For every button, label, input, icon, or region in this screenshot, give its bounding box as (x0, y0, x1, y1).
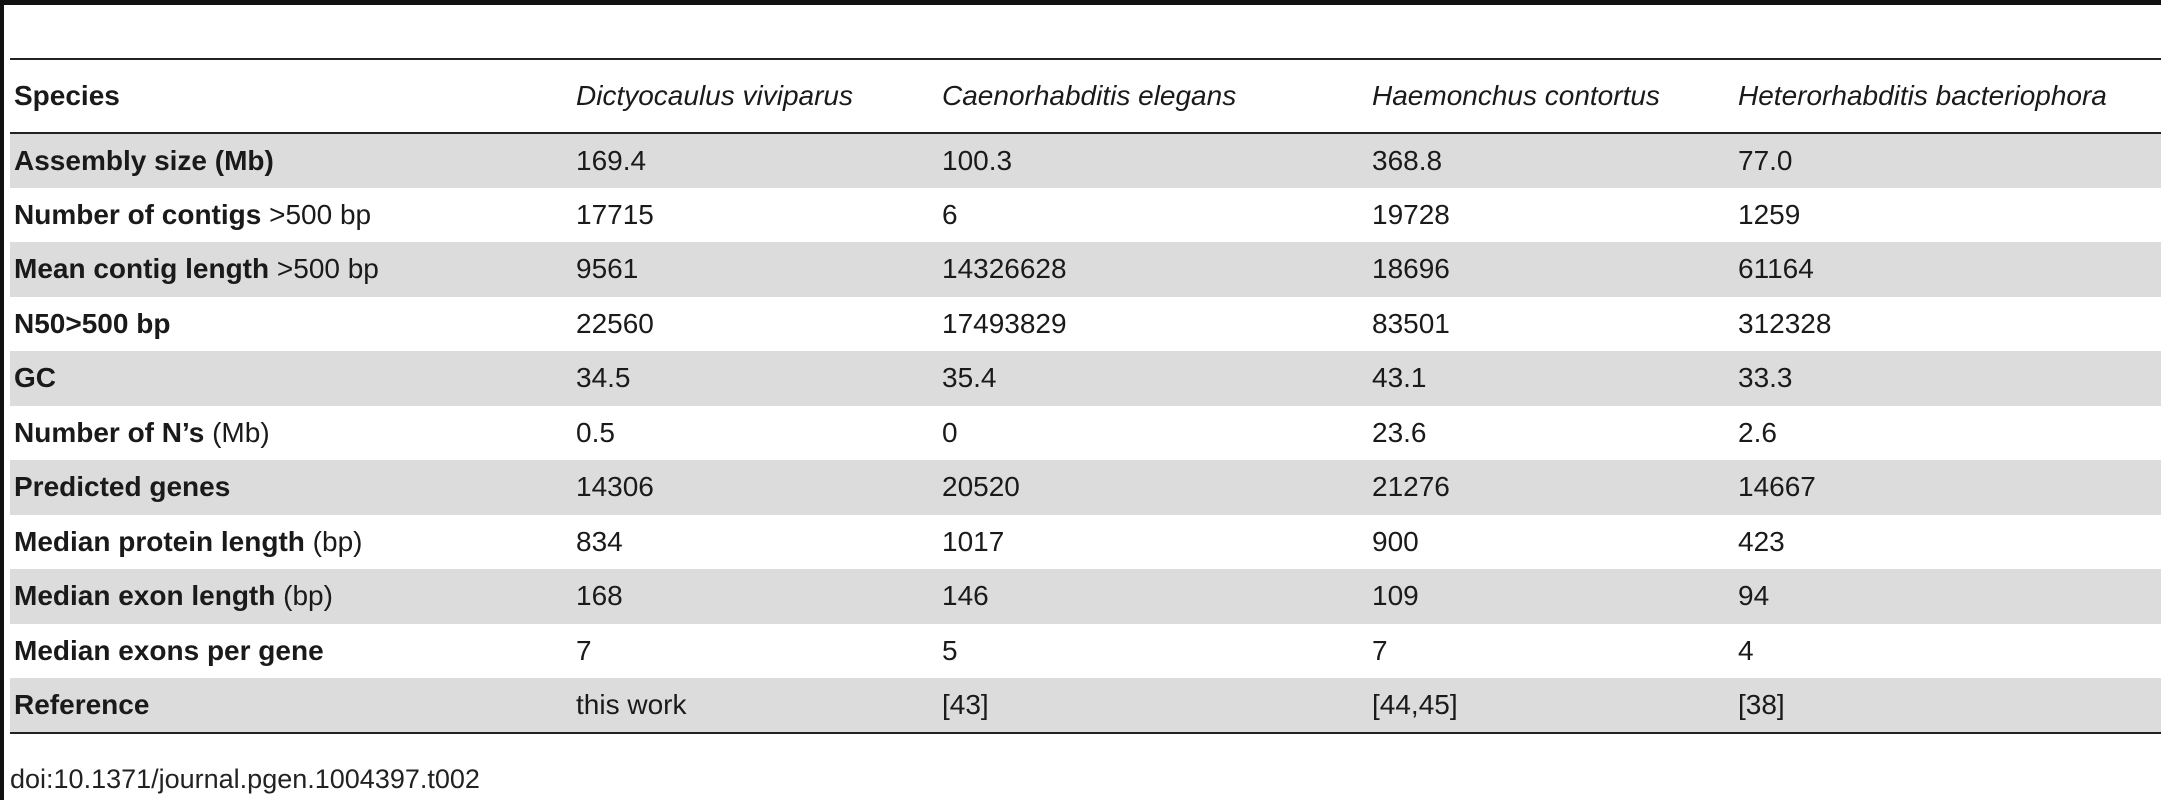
row-label: Reference (14, 688, 150, 720)
table-cell: 17715 (576, 198, 654, 230)
table-cell: 61164 (1738, 253, 1814, 285)
table-cell: 14306 (576, 471, 654, 503)
table-row (10, 624, 2161, 679)
table-cell: 33.3 (1738, 362, 1793, 394)
table-cell: 22560 (576, 307, 654, 339)
table-cell: 34.5 (576, 362, 631, 394)
table-cell: 312328 (1738, 307, 1832, 339)
table-row (10, 297, 2161, 352)
table-cell: 2.6 (1738, 416, 1777, 448)
table-cell: 1259 (1738, 198, 1801, 230)
table-cell: 423 (1738, 525, 1785, 557)
row-label: N50>500 bp (14, 307, 171, 339)
header-dictyocaulus-viviparus: Dictyocaulus viviparus (576, 80, 853, 111)
table-cell: this work (576, 688, 687, 720)
genome-comparison-table (10, 58, 2161, 734)
doi-caption: doi:10.1371/journal.pgen.1004397.t002 (10, 764, 480, 794)
table-cell: 6 (942, 198, 958, 230)
table-cell: 1017 (942, 525, 1005, 557)
table-cell: 100.3 (942, 144, 1013, 176)
table-header-row (10, 59, 2161, 133)
row-label: Predicted genes (14, 471, 231, 503)
table-cell: 4 (1738, 634, 1754, 666)
table-cell: 77.0 (1738, 144, 1793, 176)
table-cell: 0.5 (576, 416, 615, 448)
table-row (10, 678, 2161, 733)
row-label: GC (14, 362, 56, 394)
table-cell: 83501 (1372, 307, 1450, 339)
table-cell: 14667 (1738, 471, 1816, 503)
table-cell: 146 (942, 580, 989, 612)
table-cell: 7 (576, 634, 592, 666)
table-cell: 17493829 (942, 307, 1067, 339)
table-row (10, 460, 2161, 515)
row-label: Number of N’s (Mb) (14, 416, 270, 448)
table-cell: 900 (1372, 525, 1419, 557)
table-cell: [43] (942, 688, 989, 720)
left-border-rule (0, 0, 4, 800)
header-caenorhabditis-elegans: Caenorhabditis elegans (942, 80, 1237, 111)
table-cell: 14326628 (942, 253, 1067, 285)
row-label: Median exon length (bp) (14, 580, 333, 612)
table-cell: 35.4 (942, 362, 997, 394)
table-row (10, 188, 2161, 243)
table-cell: 21276 (1372, 471, 1450, 503)
table-cell: 20520 (942, 471, 1020, 503)
row-label: Mean contig length >500 bp (14, 253, 379, 285)
table-cell: 94 (1738, 580, 1770, 612)
row-label: Median exons per gene (14, 634, 324, 666)
table-cell: [44,45] (1372, 688, 1458, 720)
table-cell: 0 (942, 416, 958, 448)
table-cell: 18696 (1372, 253, 1450, 285)
table-cell: [38] (1738, 688, 1785, 720)
header-species: Species (14, 80, 120, 111)
table-row (10, 242, 2161, 297)
table-row (10, 406, 2161, 461)
row-label: Number of contigs >500 bp (14, 198, 372, 230)
table-cell: 43.1 (1372, 362, 1427, 394)
table-cell: 169.4 (576, 144, 647, 176)
table-cell: 168 (576, 580, 623, 612)
table-row (10, 133, 2161, 188)
table-cell: 109 (1372, 580, 1419, 612)
table-row (10, 515, 2161, 570)
table-cell: 7 (1372, 634, 1388, 666)
row-label: Assembly size (Mb) (14, 144, 274, 176)
top-border-rule (0, 0, 2161, 5)
table-cell: 19728 (1372, 198, 1450, 230)
row-label: Median protein length (bp) (14, 525, 363, 557)
header-heterorhabditis-bacteriophora: Heterorhabditis bacteriophora (1738, 80, 2107, 111)
table-row (10, 569, 2161, 624)
table-row (10, 351, 2161, 406)
table-cell: 834 (576, 525, 623, 557)
table-cell: 9561 (576, 253, 639, 285)
header-haemonchus-contortus: Haemonchus contortus (1372, 80, 1660, 111)
table-cell: 23.6 (1372, 416, 1427, 448)
table-cell: 368.8 (1372, 144, 1443, 176)
table-cell: 5 (942, 634, 958, 666)
